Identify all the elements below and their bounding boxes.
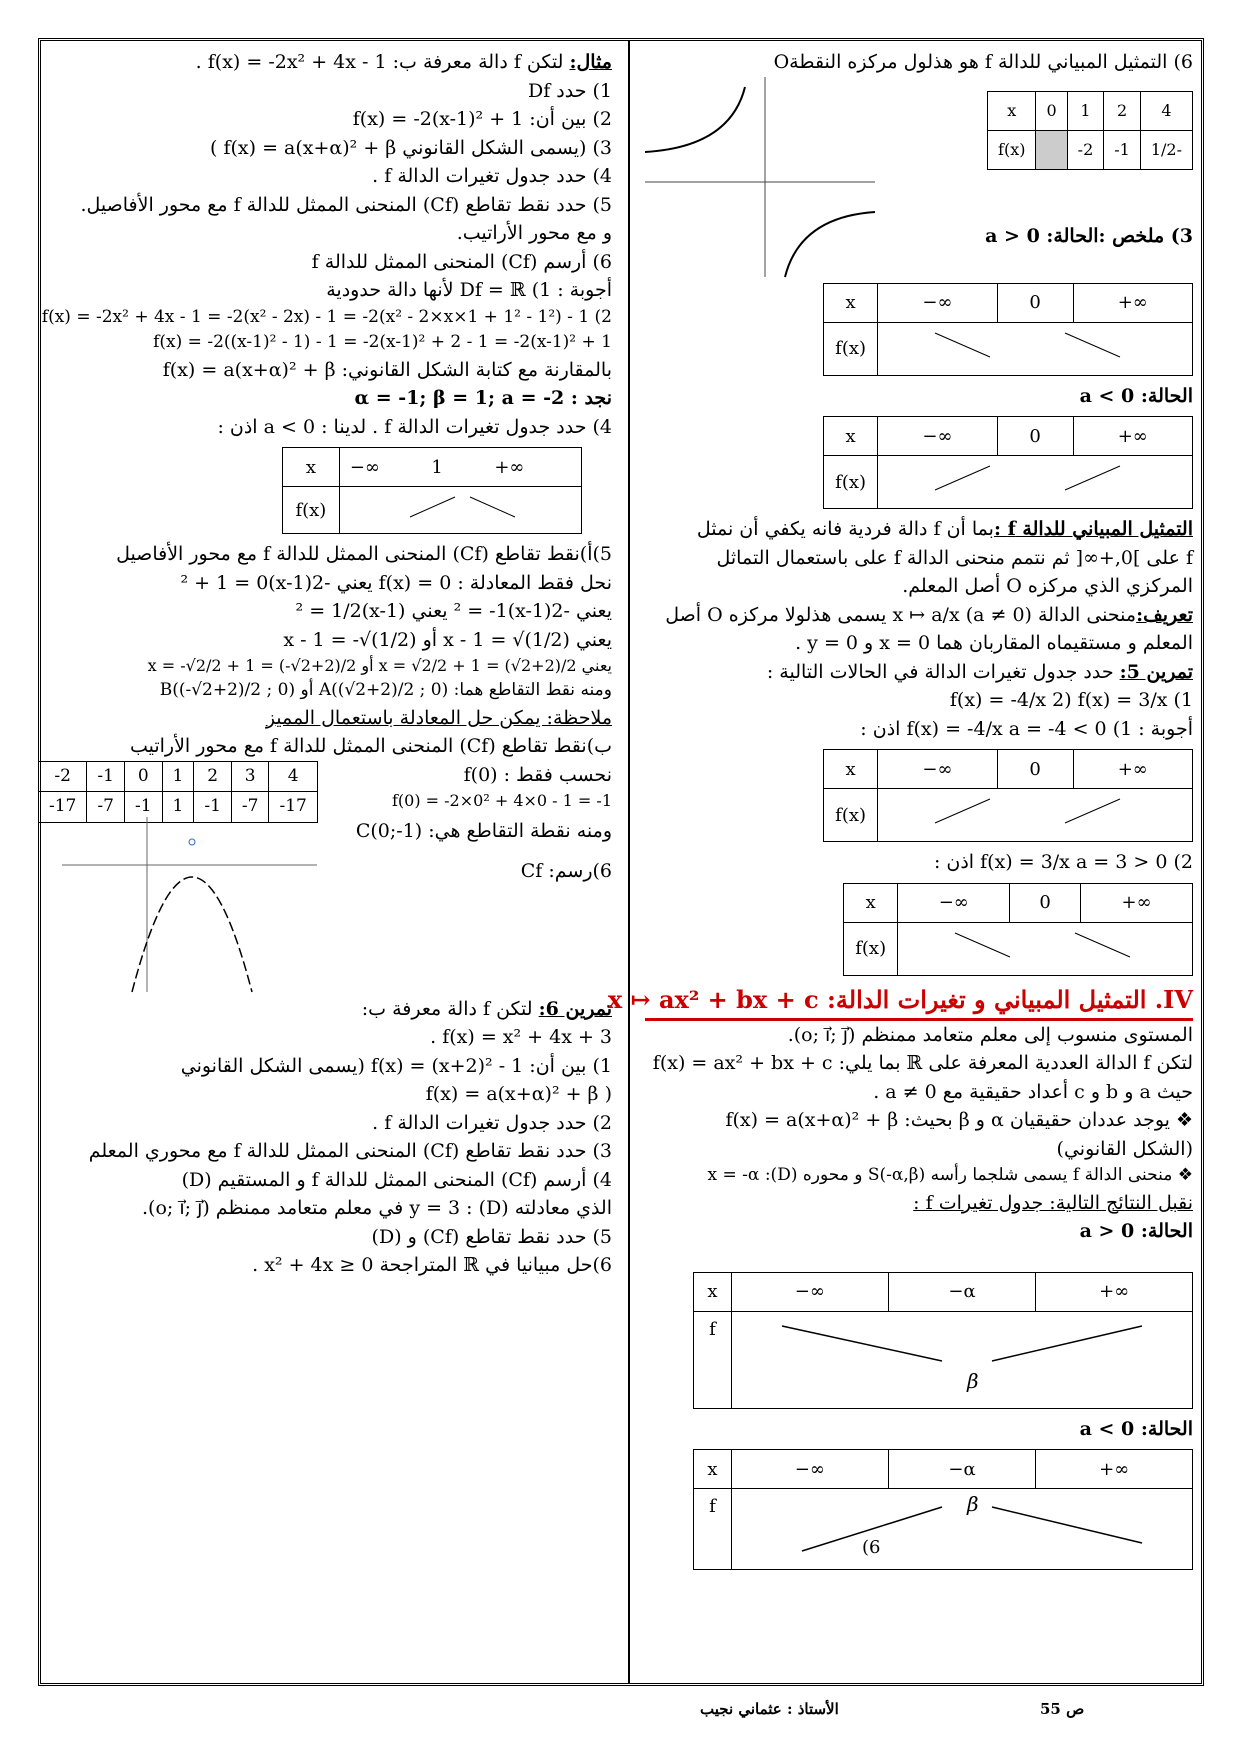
case-negative: الحالة: a < 0	[1079, 384, 1193, 407]
ex6-q6: 6)حل مبيانيا في ℝ المتراجحة x² + 4x ≥ 0 .	[252, 1254, 612, 1276]
hyperbola-y-cell: -2	[1067, 130, 1104, 169]
decreasing-arrows	[915, 927, 1175, 963]
question-1: 1) حدد Df	[527, 79, 612, 102]
iv-case1: الحالة: a > 0	[1079, 1220, 1193, 1242]
tbl-minus-alpha: −α	[888, 1450, 1036, 1489]
beta-label: β	[967, 1368, 979, 1393]
tbl-pinf: +∞	[1073, 750, 1192, 789]
tbl-pinf: +∞	[1073, 283, 1192, 322]
tbl-minus-alpha: −α	[888, 1272, 1036, 1311]
answer-4: 4) حدد جدول تغيرات الدالة f . لدينا : a < 0 اذن :	[217, 415, 612, 438]
iv-text4: ❖ يوجد عددان حقيقيان α و β بحيث: f(x) = a(x+α)² + β	[725, 1109, 1193, 1131]
hyperbola-x-cell: x	[988, 91, 1036, 130]
tbl-minf: −∞	[878, 750, 997, 789]
ex6-q4: 4) أرسم (Cf) المنحنى الممثل للدالة f و المستقيم (D)	[181, 1168, 612, 1191]
tbl-minf: −∞	[898, 883, 1010, 922]
ex6-def: f(x) = x² + 4x + 3 .	[430, 1026, 612, 1048]
tbl-zero: 0	[997, 750, 1073, 789]
page-number: ص 55	[1040, 1700, 1085, 1718]
values-y-cell: -17	[269, 792, 317, 823]
parabola-var-arrows-neg	[742, 1493, 1182, 1557]
ex6-q4b: الذي معادلته (D) : y = 3 في معلم متعامد ممنظم (o; i⃗; j⃗).	[142, 1197, 612, 1219]
answer-5j: ومنه نقطة التقاطع هي: C(0;-1)	[355, 819, 612, 842]
var-fx-label: f(x)	[283, 487, 340, 534]
summary-line: 3) ملخص :الحالة: a > 0	[985, 224, 1193, 247]
hyperbola-x-cell: 0	[1036, 91, 1067, 130]
values-x-cell: 3	[231, 761, 269, 792]
question-5b: و مع محور الأراتيب.	[456, 222, 612, 244]
tbl-pinf: +∞	[1081, 883, 1193, 922]
values-y-cell: 1	[162, 792, 194, 823]
tbl-x: x	[824, 283, 878, 322]
tbl-f: f	[694, 1311, 732, 1408]
tbl-x: x	[844, 883, 898, 922]
graph-text1: بما أن f دالة فردية فانه يكفي أن نمثل	[696, 518, 994, 540]
hyperbola-graph	[645, 77, 875, 277]
values-table	[38, 761, 318, 823]
values-x-cell: 4	[269, 761, 317, 792]
ex6-q1: 1) بين أن: f(x) = (x+2)² - 1 (يسمى الشكل القانوني	[180, 1054, 612, 1077]
variation-table-1	[282, 447, 582, 534]
increasing-arrows	[895, 460, 1175, 496]
parabola-var-arrows-pos	[742, 1316, 1182, 1396]
hyperbola-x-cell: 2	[1104, 91, 1141, 130]
ex6-q1b: ( f(x) = a(x+α)² + β	[425, 1083, 612, 1105]
ex6-intro: لتكن f دالة معرفة ب:	[361, 997, 533, 1020]
graph-text3: المركزي الذي مركزه O أصل المعلم.	[902, 575, 1193, 597]
var-peak: 1	[431, 456, 443, 478]
def-title: تعريف:	[1136, 603, 1193, 626]
var-minf: −∞	[349, 456, 380, 478]
tbl-fx: f(x)	[844, 922, 898, 975]
def-text2: المعلم و مستقيماه المقاربان هما x = 0 و y = 0 .	[795, 632, 1193, 654]
ex5-answer2: 2) f(x) = 3/x a = 3 > 0 اذن :	[933, 851, 1193, 873]
values-x-cell: -1	[87, 761, 125, 792]
values-y-cell: -1	[124, 792, 162, 823]
answer-5g: ب)نقط تقاطع (Cf) المنحنى الممثل للدالة f مع محور الأراتيب	[129, 735, 612, 757]
graph-text2: f على ]0,+∞[ ثم نتمم منحنى الدالة f على باستعمال التماثل	[716, 546, 1193, 569]
ex6-q2: 2) حدد جدول تغيرات الدالة f .	[372, 1111, 612, 1134]
ex5-items: 1) f(x) = -4/x 2) f(x) = 3/x	[949, 689, 1193, 711]
tbl-zero: 0	[997, 283, 1073, 322]
values-x-cell: 2	[194, 761, 232, 792]
iv-text7: نقبل النتائج التالية: جدول تغيرات f :	[913, 1191, 1193, 1214]
increasing-arrows	[895, 793, 1175, 829]
iv-table-pos	[693, 1272, 1193, 1409]
iv-text2: لتكن f الدالة العددية المعرفة على ℝ بما يلي: f(x) = ax² + bx + c	[652, 1052, 1193, 1074]
var-x-label: x	[283, 448, 340, 487]
hyperbola-y-cell: 1/2-	[1140, 130, 1192, 169]
answer-2c: بالمقارنة مع كتابة الشكل القانوني: f(x) = a(x+α)² + β	[162, 358, 612, 381]
r6-text: 6) التمثيل المبياني للدالة f هو هذلول مركزه النقطةO	[773, 51, 1193, 73]
example-intro: لتكن f دالة معرفة ب: f(x) = -2x² + 4x - 1 .	[195, 51, 564, 73]
beta-label: β	[967, 1492, 979, 1516]
hyperbola-x-cell: 4	[1140, 91, 1192, 130]
section-iv-title: IV. التمثيل المبياني و تغيرات الدالة: x ↦ ax² + bx + c	[607, 984, 1193, 1014]
iv-table-neg	[693, 1449, 1193, 1570]
tbl-fx: f(x)	[824, 322, 878, 375]
author: الأستاذ : عثماني نجيب	[700, 1700, 839, 1718]
answer-5b: نحل فقط المعادلة : f(x) = 0 يعني -2(x-1)² + 1 = 0	[180, 571, 612, 594]
hyperbola-y-cell: -1	[1104, 130, 1141, 169]
answer-6: 6)رسم: Cf	[520, 859, 612, 882]
hyperbola-x-cell: 1	[1067, 91, 1104, 130]
question-3: 3) (يسمى الشكل القانوني f(x) = a(x+α)² + β )	[210, 136, 612, 159]
ex5-table-2	[843, 883, 1193, 976]
values-x-cell: 0	[124, 761, 162, 792]
values-y-cell: -17	[39, 792, 87, 823]
tbl-minf: −∞	[878, 417, 997, 456]
tbl-fx: f(x)	[824, 456, 878, 509]
tbl-minf: −∞	[732, 1272, 889, 1311]
tbl-x: x	[824, 750, 878, 789]
answer-5i: f(0) = -2×0² + 4×0 - 1 = -1	[391, 790, 612, 810]
answer-5d: يعني x - 1 = √(1/2) أو x - 1 = -√(1/2)	[283, 628, 612, 651]
ex6-q3: 3) حدد نقط تقاطع (Cf) المنحنى الممثل للدالة f مع محوري المعلم	[88, 1140, 612, 1162]
variation-table-neg	[823, 416, 1193, 509]
values-y-cell: -7	[231, 792, 269, 823]
decreasing-arrows	[895, 327, 1175, 363]
answer-1: أجوبة : 1) Df = ℝ لأنها دالة حدودية	[326, 279, 612, 301]
variation-table-pos	[823, 283, 1193, 376]
column-divider	[628, 40, 630, 1684]
iv-text3: حيث a و b و c أعداد حقيقية مع a ≠ 0 .	[873, 1080, 1193, 1103]
hyperbola-values-table	[987, 91, 1193, 170]
values-x-cell: -2	[39, 761, 87, 792]
example-title: مثال:	[569, 51, 612, 73]
values-y-cell: -7	[87, 792, 125, 823]
question-5: 5) حدد نقط تقاطع (Cf) المنحنى الممثل للدالة f مع محور الأفاصيل.	[80, 193, 612, 216]
iv-case2: الحالة: a < 0	[1079, 1417, 1193, 1440]
ex5-answer1: أجوبة : 1) f(x) = -4/x a = -4 < 0 اذن :	[860, 717, 1193, 740]
parabola-graph	[52, 817, 322, 992]
ex6-title: تمرين 6:	[538, 997, 612, 1020]
tbl-minf: −∞	[732, 1450, 889, 1489]
answer-5f: ومنه نقط التقاطع هما: A((√2+2)/2 ; 0) أو B((-√2+2)/2 ; 0)	[159, 680, 612, 700]
tbl-x: x	[694, 1272, 732, 1311]
ex5-title: تمرين 5:	[1119, 660, 1193, 683]
answer-2a: f(x) = -2x² + 4x - 1 = -2(x² - 2x) - 1 = -2(x² - 2×x×1 + 1² - 1²) - 1 (2	[41, 306, 612, 327]
hyperbola-y-cell	[1036, 130, 1067, 169]
right-column	[607, 48, 1193, 1576]
hyperbola-y-cell: f(x)	[988, 130, 1036, 169]
ex5-table-1	[823, 749, 1193, 842]
tbl-zero: 0	[1010, 883, 1081, 922]
tbl-pinf: +∞	[1073, 417, 1192, 456]
tbl-pinf: +∞	[1036, 1450, 1193, 1489]
answer-5a: 5)أ)نقط تقاطع (Cf) المنحنى الممثل للدالة f مع محور الأفاصيل	[116, 543, 612, 565]
six-label: (6	[862, 1537, 881, 1558]
tbl-pinf: +∞	[1036, 1272, 1193, 1311]
iv-text6: ❖ منحنى الدالة f يسمى شلجما رأسه S(-α,β) و محوره (D): x = -α	[707, 1165, 1193, 1185]
answer-2d: نجد : α = -1; β = 1; a = -2	[354, 387, 612, 409]
tbl-f: f	[694, 1489, 732, 1570]
answer-5c: يعني -2(x-1)² = -1 يعني (x-1)² = 1/2	[295, 600, 612, 622]
iv-text5: (الشكل القانوني)	[1056, 1137, 1193, 1160]
ex6-q5: 5) حدد نقط تقاطع (Cf) و (D)	[371, 1225, 612, 1248]
tbl-zero: 0	[997, 417, 1073, 456]
values-y-cell: -1	[194, 792, 232, 823]
ex5-text: حدد جدول تغيرات الدالة في الحالات التالية :	[766, 660, 1114, 683]
values-x-cell: 1	[162, 761, 194, 792]
question-6: 6) أرسم (Cf) المنحنى الممثل للدالة f	[311, 250, 612, 273]
answer-5h: نحسب فقط : f(0)	[463, 763, 612, 786]
tbl-x: x	[824, 417, 878, 456]
tbl-fx: f(x)	[824, 789, 878, 842]
var-pinf: +∞	[494, 456, 525, 478]
def-text1: منحنى الدالة x ↦ a/x (a ≠ 0) يسمى هذلولا مركزه O أصل	[665, 603, 1137, 626]
left-column	[41, 48, 612, 1280]
tbl-minf: −∞	[878, 283, 997, 322]
answer-2b: f(x) = -2((x-1)² - 1) - 1 = -2(x-1)² + 2 - 1 = -2(x-1)² + 1	[153, 332, 612, 352]
tbl-x: x	[694, 1450, 732, 1489]
question-4: 4) حدد جدول تغيرات الدالة f .	[372, 165, 612, 187]
iv-text1: المستوى منسوب إلى معلم متعامد ممنظم (o; i⃗; j⃗).	[787, 1023, 1193, 1046]
question-2: 2) بين أن: f(x) = -2(x-1)² + 1	[352, 108, 612, 130]
increase-decrease-arrows	[360, 491, 560, 521]
graph-title: التمثيل المبياني للدالة f :	[993, 518, 1193, 540]
answer-5e: يعني x = √2/2 + 1 = (√2+2)/2 أو x = -√2/2 + 1 = (-√2+2)/2	[147, 656, 612, 675]
note: ملاحظة: يمكن حل المعادلة باستعمال المميز	[265, 706, 612, 729]
